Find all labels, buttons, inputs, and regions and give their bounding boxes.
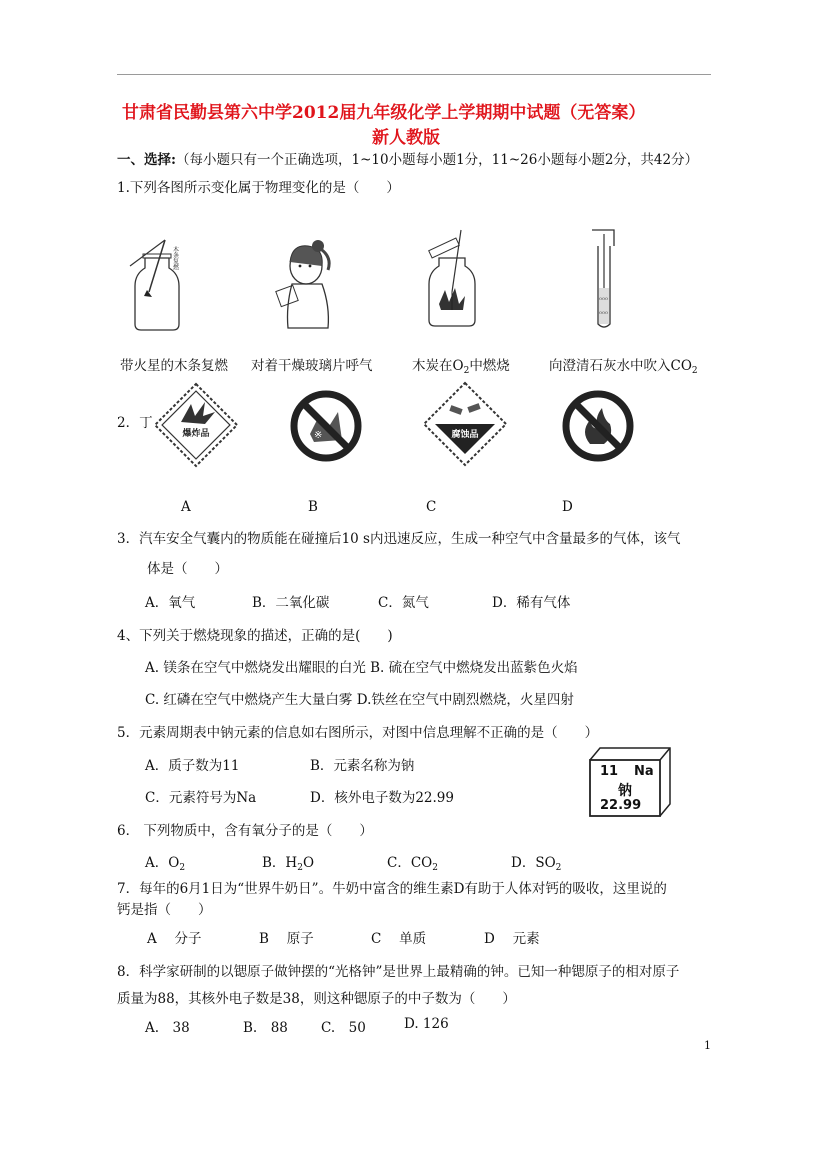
q7-option-b: B 原子 [259, 931, 314, 947]
no-fireworks-sign [288, 388, 364, 464]
page-title: 甘肃省民勤县第六中学2012届九年级化学上学期期中试题（无答案） [122, 103, 646, 123]
splint-bottle-picture [125, 228, 195, 336]
question-6: 6． 下列物质中，含有氧分子的是（ ） [117, 823, 373, 839]
q2-label-b: B [308, 499, 318, 515]
element-symbol: Na [634, 764, 654, 779]
q6-option-d [511, 851, 561, 873]
explosive-sign [153, 382, 239, 468]
q8-option-d: D. 126 [404, 1016, 449, 1032]
q8-option-a: A. 38 [145, 1020, 190, 1036]
q6-b-main: B．H [262, 855, 298, 871]
section-note: （每小题只有一个正确选项，1~10小题每小题1分，11~26小题每小题2分，共42分） [175, 152, 699, 168]
q3-option-b: B．二氧化碳 [252, 595, 330, 611]
q8-option-b: B. 88 [243, 1020, 288, 1036]
question-4: 4、下列关于燃烧现象的描述，正确的是( ) [117, 628, 393, 644]
sodium-element-cell [588, 746, 672, 818]
test-tube-picture [588, 224, 628, 332]
girl-breathing-picture [272, 236, 352, 334]
q3-option-a: A．氧气 [145, 595, 196, 611]
splint-label: 木条复燃 [171, 246, 179, 270]
question-3-line2: 体是（ ） [147, 561, 228, 577]
q3-option-d: D．稀有气体 [492, 595, 571, 611]
caption-3 [412, 354, 510, 376]
q6-d-sub: 2 [555, 863, 562, 873]
caption-3-sub: 2 [463, 366, 470, 376]
q6-a-main: A．O [145, 855, 180, 871]
q6-c-sub: 2 [432, 863, 438, 873]
q2-label-d: D [562, 499, 573, 515]
svg-text:※: ※ [314, 430, 323, 441]
question-8-line1: 8．科学家研制的以锶原子做钟摆的“光格钟”是世界上最精确的钟。已知一种锶原子的相对原子 [117, 964, 680, 980]
explosive-label: 爆炸品 [182, 429, 210, 439]
q5-option-d: D．核外电子数为22.99 [310, 790, 454, 806]
q5-option-c: C．元素符号为Na [145, 790, 257, 806]
caption-1: 带火星的木条复燃 [120, 358, 228, 374]
q6-option-b [262, 851, 314, 873]
caption-4 [549, 354, 698, 376]
q4-options-row1: A. 镁条在空气中燃烧发出耀眼的白光 B. 硫在空气中燃烧发出蓝紫色火焰 [145, 660, 578, 676]
q6-d-main: D．SO [511, 855, 556, 871]
caption-3-b: 中燃烧 [469, 358, 510, 374]
q2-label-c: C [426, 499, 437, 515]
svg-text:ooo: ooo [599, 296, 609, 302]
svg-text:ooo: ooo [599, 310, 609, 316]
q2-label-a: A [181, 499, 191, 515]
caption-2: 对着干燥玻璃片呼气 [251, 358, 373, 374]
section-heading [117, 148, 698, 168]
page-number: 1 [704, 1039, 711, 1052]
header-rule [117, 74, 711, 75]
q6-b-sub: 2 [297, 863, 303, 873]
page-subtitle: 新人教版 [372, 128, 440, 148]
atomic-number: 11 [600, 764, 619, 779]
question-2-stub: 2．丁 [117, 415, 153, 431]
q8-option-c: C. 50 [321, 1020, 366, 1036]
question-7-line2: 钙是指（ ） [117, 902, 212, 918]
q4-options-row2: C. 红磷在空气中燃烧产生大量白雾 D.铁丝在空气中剧烈燃烧，火星四射 [145, 692, 574, 708]
atomic-mass: 22.99 [600, 798, 642, 813]
question-3-line1: 3．汽车安全气囊内的物质能在碰撞后10 s内迅速反应，生成一种空气中含量最多的气体，该气 [117, 531, 681, 547]
element-name: 钠 [618, 783, 632, 799]
question-7-line1: 7．每年的6月1日为“世界牛奶日”。牛奶中富含的维生素D有助于人体对钙的吸收，这里说的 [117, 881, 667, 897]
q6-b-tail: O [302, 855, 315, 871]
caption-4-a: 向澄清石灰水中吹入CO [549, 358, 692, 374]
q5-option-a: A．质子数为11 [145, 758, 240, 774]
q7-option-c: C 单质 [371, 931, 427, 947]
q6-option-a [145, 851, 185, 873]
q6-option-c [387, 851, 438, 873]
corrosive-label: 腐蚀品 [451, 430, 479, 440]
q3-option-c: C．氮气 [378, 595, 429, 611]
caption-4-sub: 2 [691, 366, 698, 376]
q6-c-main: C．CO [387, 855, 433, 871]
corrosive-sign [422, 381, 508, 467]
caption-3-a: 木炭在O [412, 358, 464, 374]
q6-a-sub: 2 [179, 863, 186, 873]
q7-option-a: A 分子 [147, 931, 202, 947]
question-8-line2: 质量为88，其核外电子数是38，则这种锶原子的中子数为（ ） [117, 991, 516, 1007]
question-5: 5．元素周期表中钠元素的信息如右图所示，对图中信息理解不正确的是（ ） [117, 725, 599, 741]
no-open-flame-sign [560, 388, 636, 464]
q7-option-d: D 元素 [484, 931, 540, 947]
section-label: 一、选择: [117, 152, 176, 168]
charcoal-oxygen-picture [425, 226, 485, 328]
q5-option-b: B．元素名称为钠 [310, 758, 415, 774]
question-1: 1.下列各图所示变化属于物理变化的是（ ） [117, 180, 400, 196]
